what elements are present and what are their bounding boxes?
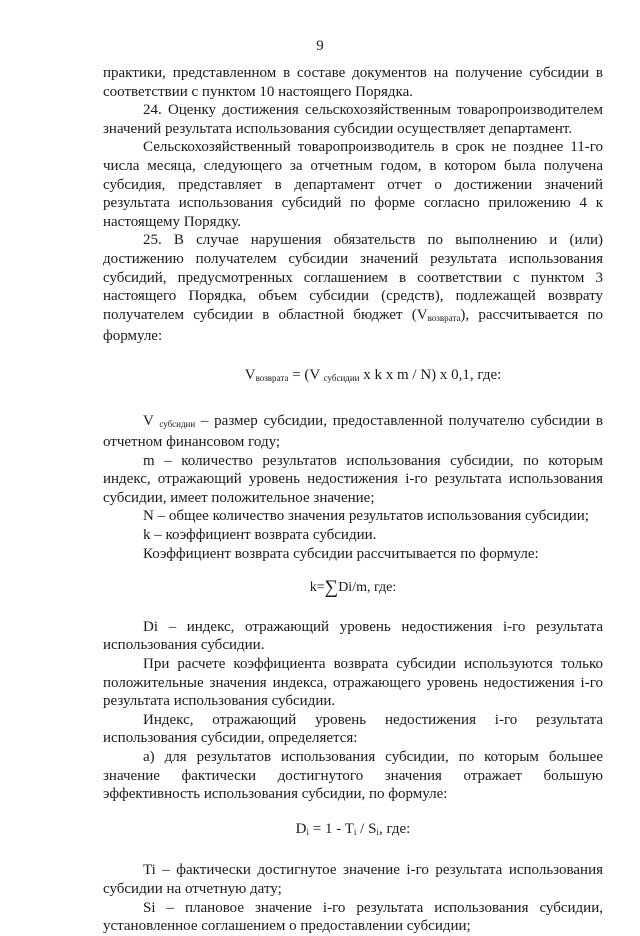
formula-di: $D_i = 1 - T_i / S_i$, где:: [295, 820, 411, 837]
definition-k: k – коэффициент возврата субсидии.: [143, 527, 377, 544]
paragraph: практики, представленном в составе документов на получение субсидии в соответствии с пунктом 10 настоящего Порядка.: [103, 65, 603, 100]
document-body: [103, 64, 603, 936]
paragraph-a: а) для результатов использования субсидии, по которым большее значение фактически достигнутого значения отражает большую эффективность использования субсидии, по формуле:: [103, 749, 603, 803]
formula-k: k=∑Di/m, где:: [309, 577, 397, 599]
page-number: 9: [316, 38, 324, 54]
definition-v-subsidy: V $_{субсидии}$ – размер субсидии, предоставленной получателю субсидии в отчетном финансовом году;: [103, 412, 603, 451]
paragraph-24: 24. Оценку достижения сельскохозяйственным товаропроизводителем значений результата использования субсидии осуществляет департамент.: [103, 102, 603, 137]
paragraph: Сельскохозяйственный товаропроизводитель в срок не позднее 11-го числа месяца, следующего за отчетным годом, в котором была получена субсидия, представляет в департамент отчет о достижении значений результата использования субсидий по форме согласно приложению 4 к настоящему Порядку.: [103, 139, 603, 230]
definition-m: m – количество результатов использования субсидии, по которым индекс, отражающий уровень недостижения i-го результата использования субсидии, имеет положительное значение;: [103, 452, 603, 506]
paragraph: При расчете коэффициента возврата субсидии используются только положительные значения индекса, отражающего уровень недостижения i-го результата использования субсидии.: [103, 656, 603, 710]
paragraph-25: 25. В случае нарушения обязательств по выполнению и (или) достижению получателем субсидии значений результата использования субсидий, предусмотренных соглашением в соответствии с пунктом 3 настоящего Порядка, объем субсидии (средств), подлежащей возврату получателем субсидии в областной бюджет $(V_{возврата})$, рассчитывается по формуле:: [103, 232, 603, 345]
definition-di: Di – индекс, отражающий уровень недостижения i-го результата использования субсидии.: [103, 618, 603, 654]
definition-ti: Ti – фактически достигнутое значение i-го результата использования субсидии на отчетную дату;: [103, 862, 603, 897]
paragraph: Коэффициент возврата субсидии рассчитывается по формуле:: [143, 545, 539, 562]
definition-n: N – общее количество значения результатов использования субсидии;: [143, 508, 589, 525]
paragraph: Индекс, отражающий уровень недостижения i-го результата использования субсидии, определяется:: [103, 711, 603, 747]
formula-refund: $V_{возврата} = (V$ $_{субсидии}$ x k x m / N) x 0,1, где:: [244, 366, 502, 383]
definition-si: Si – плановое значение i-го результата использования субсидии, установленное соглашением о предоставлении субсидии;: [103, 899, 603, 935]
